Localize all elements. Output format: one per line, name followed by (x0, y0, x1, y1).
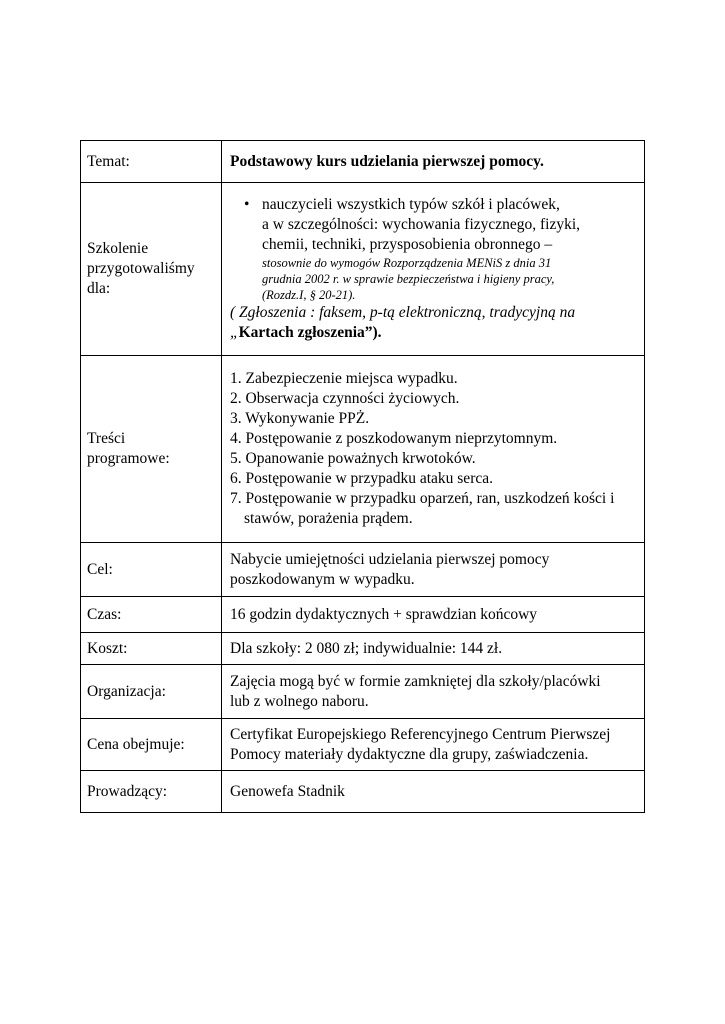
row-prowadzacy (81, 771, 645, 813)
price-includes-line2: Pomocy materiały dydaktyczne dla grupy, zaświadczenia. (230, 745, 589, 763)
applications-forms: Kartach zgłoszenia”). (238, 324, 382, 341)
label-temat: Temat: (81, 141, 222, 183)
cost: Dla szkoły: 2 080 zł; indywidualnie: 144 zł. (222, 633, 645, 665)
row-temat (81, 141, 645, 183)
duration: 16 godzin dydaktycznych + sprawdzian końcowy (222, 597, 645, 633)
label-tresci-line1: Treści (87, 430, 126, 447)
program-item: 5. Opanowanie poważnych krwotoków. (230, 450, 476, 467)
row-tresci (81, 356, 645, 543)
instructor: Genowefa Stadnik (222, 771, 645, 813)
row-cena (81, 719, 645, 771)
target-audience-list (230, 195, 636, 303)
course-info-table (80, 140, 645, 813)
regulation-note-line3: (Rozdz.I, § 20-21). (262, 288, 356, 302)
program-contents (222, 356, 645, 543)
price-includes-line1: Certyfikat Europejskiego Referencyjnego Centrum Pierwszej (230, 725, 611, 743)
label-cena: Cena obejmuje: (81, 719, 222, 771)
label-szkolenie (81, 183, 222, 356)
row-szkolenie (81, 183, 645, 356)
goal (222, 543, 645, 597)
row-czas (81, 597, 645, 633)
regulation-note-line2: grudnia 2002 r. w sprawie bezpieczeństwa i higieny pracy, (262, 272, 555, 286)
target-audience (222, 183, 645, 356)
applications-quote: „ (230, 324, 239, 341)
label-szkolenie-line1: Szkolenie (87, 240, 149, 257)
target-line1: • nauczycieli wszystkich typów szkół i placówek, (262, 196, 560, 213)
goal-line1: Nabycie umiejętności udzielania pierwszej pomocy (230, 550, 550, 568)
label-tresci-line2: programowe: (87, 450, 170, 467)
regulation-note-line1: stosownie do wymogów Rozporządzenia MENiS z dnia 31 (262, 256, 552, 270)
label-szkolenie-line3: dla: (87, 280, 111, 297)
label-prowadzacy: Prowadzący: (81, 771, 222, 813)
target-line3: chemii, techniki, przysposobienia obronnego – (262, 236, 553, 253)
organization-line2: lub z wolnego naboru. (230, 692, 369, 710)
label-koszt: Koszt: (81, 633, 222, 665)
organization-line1: Zajęcia mogą być w formie zamkniętej dla szkoły/placówki (230, 672, 601, 690)
program-item: 4. Postępowanie z poszkodowanym nieprzytomnym. (230, 430, 558, 447)
target-line2: a w szczególności: wychowania fizycznego, fizyki, (262, 216, 581, 233)
label-szkolenie-line2: przygotowaliśmy (87, 260, 195, 277)
label-cel: Cel: (81, 543, 222, 597)
applications-line1: ( Zgłoszenia : faksem, p-tą elektroniczną, tradycyjną na (230, 304, 576, 321)
target-audience-item (244, 195, 636, 303)
label-czas: Czas: (81, 597, 222, 633)
label-tresci (81, 356, 222, 543)
program-item: 2. Obserwacja czynności życiowych. (230, 390, 460, 407)
row-organizacja (81, 665, 645, 719)
program-item: 6. Postępowanie w przypadku ataku serca. (230, 470, 493, 487)
row-koszt (81, 633, 645, 665)
organization (222, 665, 645, 719)
program-item: 7. Postępowanie w przypadku oparzeń, ran, uszkodzeń kości i stawów, porażenia prądem. (230, 490, 615, 527)
row-cel (81, 543, 645, 597)
goal-line2: poszkodowanym w wypadku. (230, 570, 415, 588)
price-includes (222, 719, 645, 771)
program-item: 3. Wykonywanie PPŻ. (230, 410, 370, 427)
label-organizacja: Organizacja: (81, 665, 222, 719)
applications-line2 (230, 323, 636, 343)
program-list (230, 369, 636, 529)
course-title: Podstawowy kurs udzielania pierwszej pomocy. (222, 141, 645, 183)
program-item: 1. Zabezpieczenie miejsca wypadku. (230, 370, 458, 387)
